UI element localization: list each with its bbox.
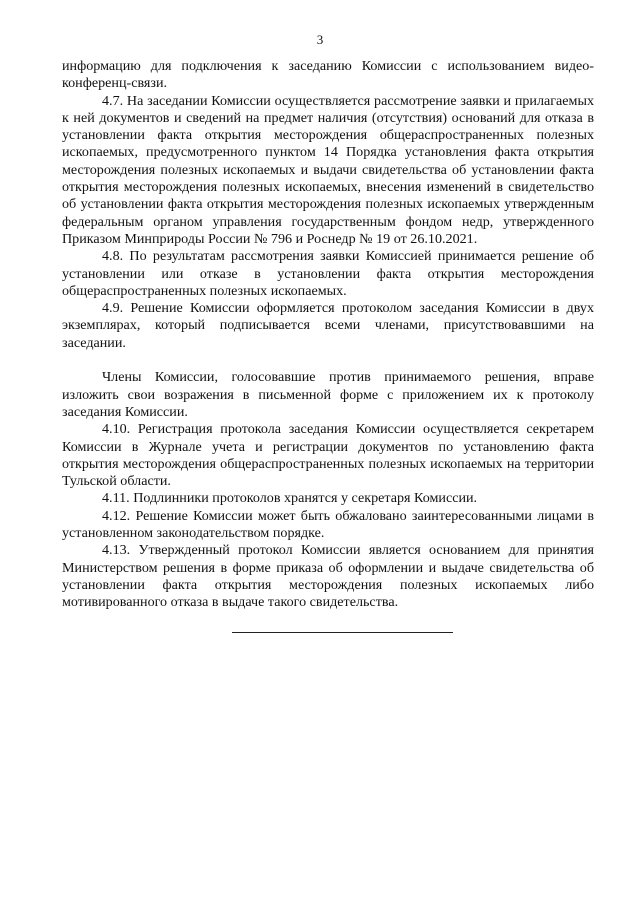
paragraph-4-9: 4.9. Решение Комиссии оформляется протоколом заседания Комиссии в двух экземплярах, который подписывается всеми членами, присутствовавшими на заседании. — [62, 300, 594, 351]
paragraph-4-8: 4.8. По результатам рассмотрения заявки Комиссией принимается решение об установлении или отказе в установлении факта открытия месторождения общераспространенных полезных ископаемых. — [62, 248, 594, 299]
closing-divider — [232, 632, 453, 633]
paragraph-4-12: 4.12. Решение Комиссии может быть обжаловано заинтересованными лицами в установленном законодательством порядке. — [62, 507, 594, 542]
paragraph-4-11: 4.11. Подлинники протоколов хранятся у секретаря Комиссии. — [102, 490, 478, 507]
page-number: 3 — [316, 32, 324, 47]
paragraph-4-10: 4.10. Регистрация протокола заседания Комиссии осуществляется секретарем Комиссии в Журнале учета и регистрации документов по установлению факта открытия месторождения общераспространенных полезных ископаемых на территории Тульской области. — [62, 421, 594, 490]
paragraph-dissent: Члены Комиссии, голосовавшие против принимаемого решения, вправе изложить свои возражения в письменной форме с приложением их к протоколу заседания Комиссии. — [62, 369, 594, 420]
paragraph-continuation: информацию для подключения к заседанию Комиссии с использованием видео-конференц-связи. — [62, 58, 594, 92]
document-body — [62, 58, 594, 612]
paragraph-4-13: 4.13. Утвержденный протокол Комиссии является основанием для принятия Министерством решения в форме приказа об оформлении и выдаче свидетельства об установлении факта открытия месторождения полезных ископаемых либо мотивированного отказа в выдаче такого свидетельства. — [62, 542, 594, 611]
paragraph-4-7: 4.7. На заседании Комиссии осуществляется рассмотрение заявки и прилагаемых к ней документов и сведений на предмет наличия (отсутствия) оснований для отказа в установлении факта открытия месторождения общераспространенных полезных ископаемых, предусмотренного пунктом 14 Порядка установления факта открытия месторождения полезных ископаемых и выдачи свидетельства об установлении факта открытия месторождения полезных ископаемых, внесения изменений в свидетельство об установлении факта открытия месторождения полезных ископаемых утвержденным федеральным органом управления государственным фондом недр, утвержденного Приказом Минприроды России № 796 и Роснедр № 19 от 26.10.2021. — [62, 92, 594, 247]
